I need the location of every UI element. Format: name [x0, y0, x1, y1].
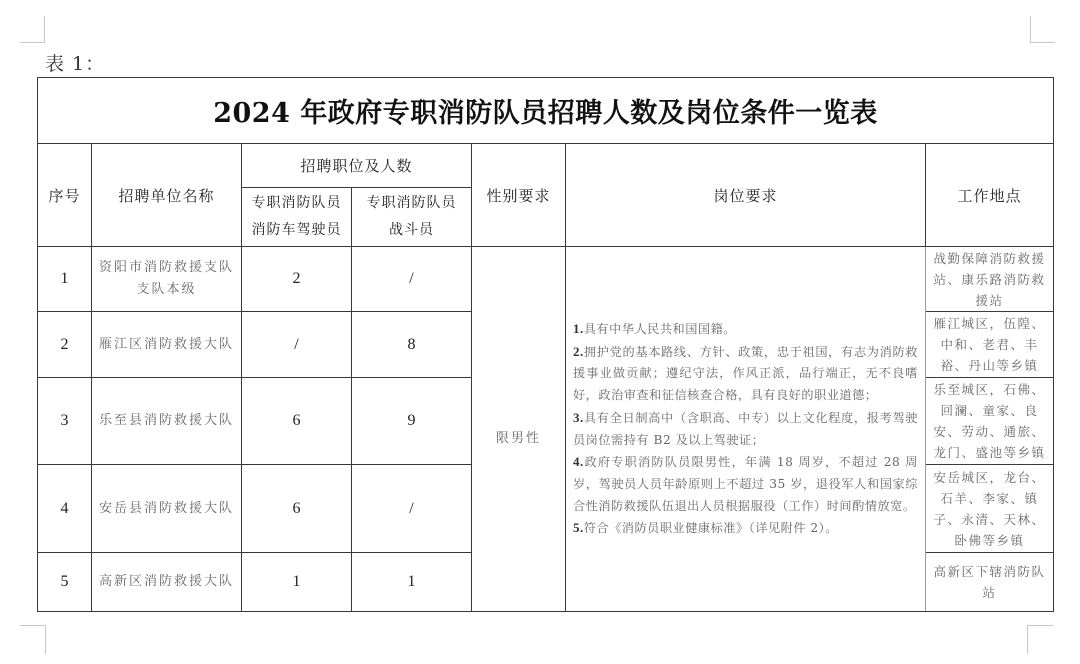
- row-unit-name: 雁江区消防救援大队: [92, 312, 242, 378]
- requirement-item: [573, 517, 918, 540]
- row-location: 安岳城区，龙台、石羊、李家、镇子、永清、天林、卧佛等乡镇: [926, 465, 1054, 553]
- requirement-number: 5.: [573, 520, 584, 536]
- row-fighter-count: /: [352, 247, 472, 312]
- row-fighter-count: 8: [352, 312, 472, 378]
- row-driver-count: /: [242, 312, 352, 378]
- header-driver: [242, 188, 352, 247]
- row-driver-count: 6: [242, 465, 352, 553]
- row-fighter-count: /: [352, 465, 472, 553]
- row-location: 乐至城区，石佛、回澜、童家、良安、劳动、通旅、龙门、盛池等乡镇: [926, 378, 1054, 465]
- table-row: [38, 247, 1054, 312]
- page-corner-mark-bottom-right: [1027, 625, 1053, 654]
- row-unit-name-line1: 资阳市消防救援支队: [98, 260, 234, 275]
- row-location: 雁江城区，伍隍、中和、老君、丰裕、丹山等乡镇: [926, 312, 1054, 378]
- job-requirements: [566, 247, 926, 612]
- page-corner-mark-top-left: [20, 16, 45, 43]
- gender-requirement-text: 限男性: [495, 430, 541, 446]
- requirement-text: 具有全日制高中（含职高、中专）以上文化程度，报考驾驶员岗位需持有 B2 及以上驾驶证；: [573, 410, 918, 447]
- row-location: 战勤保障消防救援站、康乐路消防救援站: [926, 247, 1054, 312]
- row-unit-name: 高新区消防救援大队: [92, 553, 242, 612]
- header-gender: 性别要求: [472, 144, 566, 247]
- header-fighter-line1: 专职消防队员: [366, 195, 457, 211]
- header-fighter-line2: 战斗员: [389, 222, 434, 238]
- header-seq: 序号: [38, 144, 92, 247]
- recruitment-table: [37, 77, 1054, 612]
- requirement-item: [573, 407, 918, 451]
- row-seq: 3: [38, 378, 92, 465]
- row-driver-count: 2: [242, 247, 352, 312]
- requirement-text: 拥护党的基本路线、方针、政策，忠于祖国，有志为消防救援事业做贡献；遵纪守法，作风正派，品行端正，无不良嗜好，政治审查和征信核查合格，具有良好的职业道德；: [573, 344, 918, 403]
- row-location: 高新区下辖消防队站: [926, 553, 1054, 612]
- requirement-number: 4.: [573, 454, 584, 470]
- requirement-number: 3.: [573, 409, 584, 425]
- gender-requirement: [472, 247, 566, 612]
- row-fighter-count: 9: [352, 378, 472, 465]
- row-seq: 4: [38, 465, 92, 553]
- requirement-text: 政府专职消防队员限男性，年满 18 周岁，不超过 28 周岁，驾驶员人员年龄原则上不超过 35 岁，退役军人和国家综合性消防救援队伍退出人员根据服役（工作）时间酌情放宽。: [573, 455, 918, 513]
- requirement-item: [573, 318, 918, 341]
- header-requirements: 岗位要求: [566, 144, 926, 247]
- requirement-item: [573, 341, 918, 407]
- header-positions-group: 招聘职位及人数: [242, 144, 472, 188]
- row-driver-count: 6: [242, 378, 352, 465]
- requirement-number: 1.: [573, 320, 584, 336]
- requirement-number: 2.: [573, 343, 584, 359]
- header-unit-name: 招聘单位名称: [92, 144, 242, 247]
- table-title: 2024 年政府专职消防队员招聘人数及岗位条件一览表: [38, 78, 1054, 144]
- page-corner-mark-bottom-left: [20, 625, 46, 654]
- row-driver-count: 1: [242, 553, 352, 612]
- row-seq: 1: [38, 247, 92, 312]
- requirement-text: 具有中华人民共和国国籍。: [583, 321, 736, 336]
- row-seq: 2: [38, 312, 92, 378]
- row-fighter-count: 1: [352, 553, 472, 612]
- row-unit-name-line2: 支队本级: [136, 282, 197, 297]
- row-unit-name: 乐至县消防救援大队: [92, 378, 242, 465]
- requirement-text: 符合《消防员职业健康标准》（详见附件 2）。: [583, 521, 838, 536]
- row-seq: 5: [38, 553, 92, 612]
- table-label: 表 1：: [45, 53, 106, 75]
- header-driver-line1: 专职消防队员: [251, 195, 342, 211]
- row-unit-name: 安岳县消防救援大队: [92, 465, 242, 553]
- page-corner-mark-top-right: [1030, 16, 1055, 43]
- header-location: 工作地点: [926, 144, 1054, 247]
- header-driver-line2: 消防车驾驶员: [251, 222, 342, 238]
- requirement-item: [573, 451, 918, 517]
- header-fighter: [352, 188, 472, 247]
- row-unit-name: [92, 247, 242, 312]
